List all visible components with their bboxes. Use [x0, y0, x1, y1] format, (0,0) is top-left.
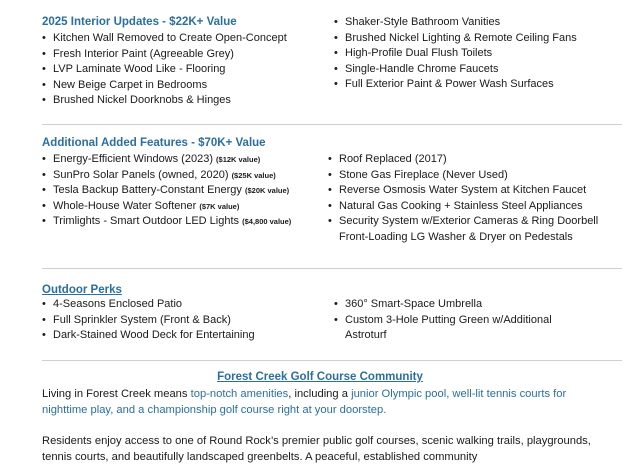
list-item-continuation: Astroturf	[345, 329, 387, 342]
feature-text: Energy-Efficient Windows (2023)	[53, 153, 217, 165]
list-item: • Full Exterior Paint & Power Wash Surfaces	[334, 77, 577, 93]
community-paragraph-1	[42, 387, 612, 418]
list-item	[42, 183, 291, 199]
list-item: • Shaker-Style Bathroom Vanities	[334, 15, 577, 31]
interior-heading: 2025 Interior Updates - $22K+ Value	[42, 16, 237, 28]
list-item	[42, 152, 291, 168]
list-item	[42, 214, 291, 230]
additional-section	[42, 136, 622, 246]
feature-text: Tesla Backup Battery-Constant Energy	[53, 184, 245, 197]
feature-value: ($20K value)	[244, 186, 290, 196]
additional-heading: Additional Added Features - $70K+ Value	[42, 137, 266, 149]
list-item: • 360° Smart-Space Umbrella	[334, 297, 552, 313]
feature-value: ($12K value)	[216, 155, 261, 164]
list-item: • Brushed Nickel Lighting & Remote Ceiling Fans	[334, 31, 577, 47]
list-item: • Custom 3-Hole Putting Green w/Additional	[334, 313, 552, 329]
interior-section	[42, 15, 622, 111]
list-item: • High-Profile Dual Flush Toilets	[334, 46, 577, 62]
community-paragraph-2	[42, 434, 612, 465]
feature-text: Whole-House Water Softener	[53, 199, 200, 212]
section-divider	[42, 268, 622, 269]
list-item: • New Beige Carpet in Bedrooms	[42, 78, 287, 94]
list-item: • Brushed Nickel Doorknobs & Hinges	[42, 93, 287, 109]
additional-right-col	[328, 152, 598, 246]
outdoor-section	[42, 283, 622, 349]
interior-right-col	[334, 15, 577, 93]
list-item: • Full Sprinkler System (Front & Back)	[42, 313, 255, 329]
additional-left-col	[42, 152, 291, 230]
list-item: • Stone Gas Fireplace (Never Used)	[328, 168, 598, 184]
list-item: • Security System w/Exterior Cameras & Ring Doorbell	[328, 214, 598, 230]
list-item: • Kitchen Wall Removed to Create Open-Concept	[42, 31, 287, 47]
list-item	[42, 168, 291, 184]
list-item: • Single-Handle Chrome Faucets	[334, 62, 577, 78]
outdoor-left-col	[42, 297, 255, 344]
outdoor-heading: Outdoor Perks	[42, 284, 122, 296]
interior-left-col	[42, 31, 287, 109]
paragraph-text: Living in Forest Creek means	[42, 388, 191, 400]
section-divider	[42, 124, 622, 125]
paragraph-text: , including a	[288, 388, 352, 400]
feature-text: SunPro Solar Panels (owned, 2020)	[53, 168, 232, 181]
feature-value: ($25K value)	[231, 170, 276, 180]
highlight-text: top-notch amenities	[190, 388, 289, 400]
list-item: • Fresh Interior Paint (Agreeable Grey)	[42, 47, 287, 63]
list-item: • Natural Gas Cooking + Stainless Steel Appliances	[328, 199, 598, 215]
list-item: • 4-Seasons Enclosed Patio	[42, 297, 255, 313]
feature-text: Trimlights - Smart Outdoor LED Lights	[53, 215, 243, 228]
feature-value: ($4,800 value)	[242, 217, 292, 227]
list-item: • Roof Replaced (2017)	[328, 152, 598, 168]
highlight-text: junior Olympic pool, well-lit tennis courts for nighttime play, and a championship golf course right at your doorstep.	[42, 388, 567, 416]
list-item: • Dark-Stained Wood Deck for Entertaining	[42, 328, 255, 344]
list-item	[42, 199, 291, 215]
community-title: Forest Creek Golf Course Community	[217, 371, 423, 383]
list-item: • LVP Laminate Wood Like - Flooring	[42, 62, 287, 78]
section-divider	[42, 360, 622, 361]
paragraph-text: Residents enjoy access to one of Round Rock’s premier public golf courses, scenic walking trails, playgrounds, tennis courts, and beautifully landscaped greenbelts. A peaceful, established community	[42, 435, 591, 463]
feature-value: ($7K value)	[199, 201, 240, 211]
list-item-continuation: Front-Loading LG Washer & Dryer on Pedestals	[339, 230, 573, 243]
list-item: • Reverse Osmosis Water System at Kitchen Faucet	[328, 183, 598, 199]
outdoor-right-col	[334, 297, 552, 344]
